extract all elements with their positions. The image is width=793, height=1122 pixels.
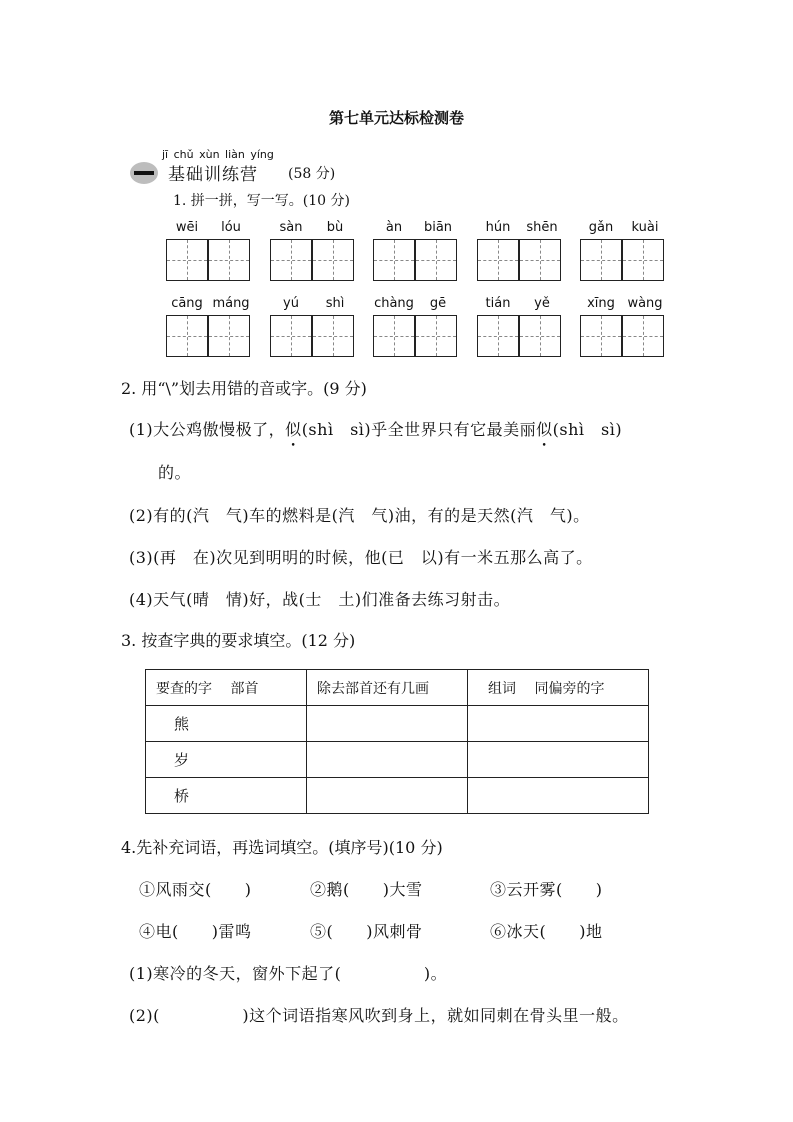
table-header: 除去部首还有几画	[307, 670, 468, 706]
table-cell-char: 岁	[146, 742, 307, 778]
emphasized-char: 似	[536, 420, 553, 439]
table-cell-blank[interactable]	[307, 706, 468, 742]
pinyin: hún	[485, 220, 511, 235]
writing-box[interactable]	[415, 315, 457, 357]
section-number-icon	[129, 160, 159, 186]
idiom-option: ①风雨交( )	[139, 880, 252, 899]
table-cell-blank[interactable]	[307, 742, 468, 778]
writing-box[interactable]	[477, 315, 519, 357]
table-cell-blank[interactable]	[307, 778, 468, 814]
writing-box[interactable]	[519, 239, 561, 281]
idiom-option: ③云开雾( )	[490, 880, 603, 899]
question-3-label: 3. 按查字典的要求填空。(12 分)	[121, 631, 356, 650]
table-cell-blank[interactable]	[468, 778, 649, 814]
section-title: 基础训练营	[168, 165, 258, 185]
question-2-line-3: (3)(再 在)次见到明明的时候，他(已 以)有一米五那么高了。	[129, 548, 593, 567]
writing-box[interactable]	[477, 239, 519, 281]
pinyin: yú	[283, 296, 299, 311]
writing-box[interactable]	[166, 239, 208, 281]
pinyin: wàng	[627, 296, 663, 311]
emphasized-char: 似	[285, 420, 302, 439]
pinyin: lóu	[221, 220, 241, 235]
fill-sentence-1: (1)寒冷的冬天，窗外下起了( )。	[129, 964, 448, 983]
question-2-line-1-cont: 的。	[158, 463, 192, 482]
pinyin: shì	[325, 296, 345, 311]
question-2-line-2: (2)有的(汽 气)车的燃料是(汽 气)油，有的是天然(汽 气)。	[129, 506, 590, 525]
writing-box[interactable]	[373, 239, 415, 281]
writing-box[interactable]	[270, 239, 312, 281]
idiom-option: ②鹅( )大雪	[310, 880, 423, 899]
pinyin: máng	[212, 296, 250, 311]
pinyin: yě	[534, 296, 550, 311]
pinyin: cāng	[171, 296, 203, 311]
writing-box[interactable]	[166, 315, 208, 357]
question-4-label: 4.先补充词语，再选词填空。(填序号)(10 分)	[121, 838, 443, 857]
writing-box[interactable]	[622, 239, 664, 281]
writing-box[interactable]	[580, 239, 622, 281]
table-cell-char: 桥	[146, 778, 307, 814]
pinyin: biān	[423, 220, 453, 235]
pinyin: gē	[429, 296, 447, 311]
pinyin: xīng	[587, 296, 615, 311]
pinyin: chàng	[374, 296, 414, 311]
question-1-label: 1. 拼一拼，写一写。(10 分)	[173, 193, 350, 209]
section-score: (58 分)	[288, 166, 336, 182]
pinyin: wēi	[175, 220, 199, 235]
writing-box[interactable]	[208, 239, 250, 281]
pinyin: bù	[326, 220, 344, 235]
table-header: 要查的字 部首	[146, 670, 307, 706]
pinyin: kuài	[631, 220, 659, 235]
section-pinyin: jī chǔ xùn liàn yíng	[162, 148, 274, 161]
pinyin: shēn	[526, 220, 558, 235]
table-header: 组词 同偏旁的字	[468, 670, 649, 706]
question-2-line-1: (1)大公鸡傲慢极了，似(shì sì)乎全世界只有它最美丽似(shì sì)	[129, 420, 623, 439]
writing-box[interactable]	[208, 315, 250, 357]
pinyin: tián	[485, 296, 511, 311]
writing-box[interactable]	[415, 239, 457, 281]
writing-box[interactable]	[373, 315, 415, 357]
table-cell-char: 熊	[146, 706, 307, 742]
writing-box[interactable]	[519, 315, 561, 357]
pinyin: sàn	[279, 220, 303, 235]
pinyin: àn	[385, 220, 403, 235]
writing-box[interactable]	[622, 315, 664, 357]
writing-box[interactable]	[270, 315, 312, 357]
question-2-line-4: (4)天气(晴 情)好，战(士 土)们准备去练习射击。	[129, 590, 511, 609]
dictionary-table	[145, 669, 649, 814]
writing-box[interactable]	[312, 239, 354, 281]
table-cell-blank[interactable]	[468, 742, 649, 778]
page-title: 第七单元达标检测卷	[328, 109, 464, 127]
pinyin: gǎn	[588, 220, 614, 235]
idiom-option: ⑥冰天( )地	[490, 922, 603, 941]
table-cell-blank[interactable]	[468, 706, 649, 742]
idiom-option: ⑤( )风刺骨	[310, 922, 423, 941]
writing-box[interactable]	[312, 315, 354, 357]
fill-sentence-2: (2)( )这个词语指寒风吹到身上，就如同刺在骨头里一般。	[129, 1006, 629, 1025]
question-2-label: 2. 用“\”划去用错的音或字。(9 分)	[121, 379, 367, 398]
writing-box[interactable]	[580, 315, 622, 357]
idiom-option: ④电( )雷鸣	[139, 922, 252, 941]
